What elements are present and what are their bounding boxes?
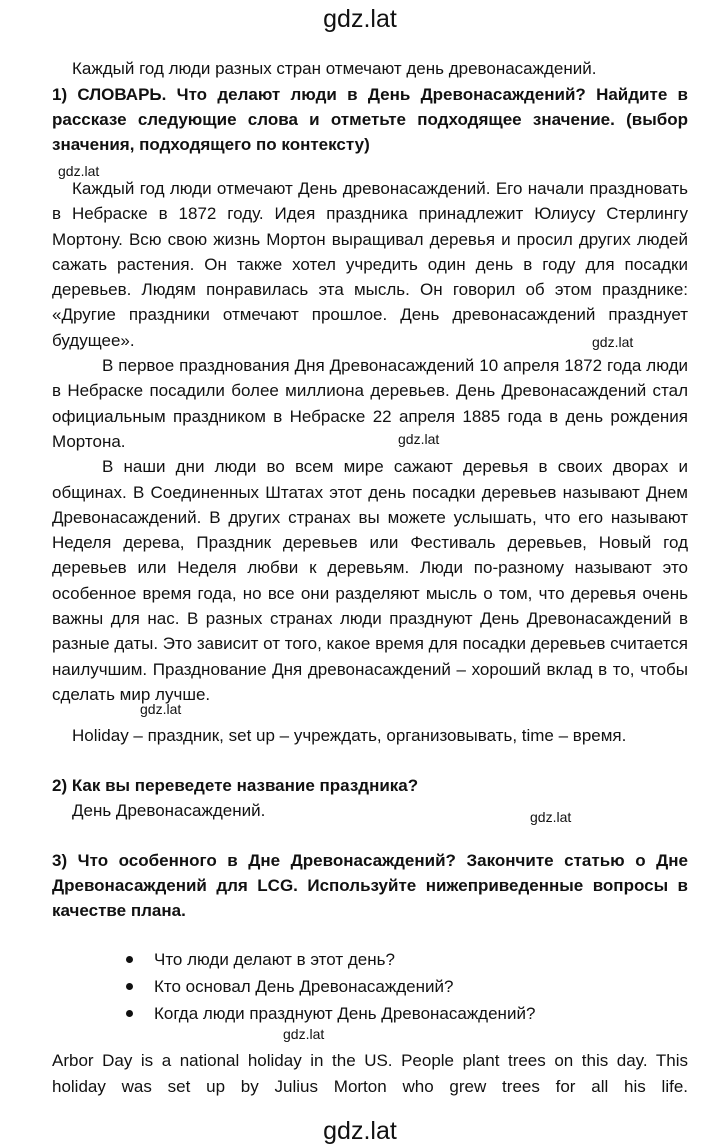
watermark-label: gdz.lat bbox=[530, 809, 572, 825]
site-header-watermark: gdz.lat bbox=[323, 5, 397, 33]
plan-question: Кто основал День Древонасаждений? bbox=[120, 973, 535, 1000]
vocabulary-line: Holiday – праздник, set up – учреждать, организовывать, time – время. bbox=[72, 726, 627, 745]
watermark-label: gdz.lat bbox=[592, 334, 634, 350]
english-answer: Arbor Day is a national holiday in the US. People plant trees on this day. This holiday was set up by Julius Morton who grew trees for all his life. bbox=[52, 1051, 688, 1096]
task2-answer: День Древонасаждений. bbox=[72, 801, 266, 820]
watermark-label: gdz.lat bbox=[140, 701, 182, 717]
plan-questions-list bbox=[120, 946, 535, 1027]
watermark-label: gdz.lat bbox=[398, 431, 440, 447]
story-paragraph-3: В наши дни люди во всем мире сажают деревья в своих дворах и общинах. В Соединенных Штатах этот день посадки деревьев называют Днем Древонасаждений. В других странах вы можете услышать, что его называют Неделя дерева, Праздник деревьев или Фестиваль деревьев, Новый год деревьев или Неделя любви к деревьям. Люди по-разному называют это особенное время года, но все они разделяют мысль о том, что деревья очень важны для нас. В разных странах люди празднуют День Древонасаждений в разные даты. Это зависит от того, какое время для посадки деревьев считается наилучшим. Празднование Дня древонасаждений – хороший вклад в то, чтобы сделать мир лучше. bbox=[52, 457, 688, 704]
story-paragraph-1: Каждый год люди отмечают День древонасаждений. Его начали праздновать в Небраске в 1872 году. Идея праздника принадлежит Юлиусу Стерлингу Мортону. Всю свою жизнь Мортон выращивал деревья и просил других людей сажать растения. Он также хотел учредить один день в году для посадки деревьев. Людям понравилась эта мысль. Он говорил об этом празднике: «Другие праздники отмечают прошлое. День древонасаждений празднует будущее». bbox=[52, 179, 688, 350]
task2-heading: 2) Как вы переведете название праздника? bbox=[52, 776, 419, 795]
plan-question: Что люди делают в этот день? bbox=[120, 946, 535, 973]
story-paragraph-2: В первое празднования Дня Древонасаждений 10 апреля 1872 года люди в Небраске посадили более миллиона деревьев. День Древонасаждений стал официальным праздником в Небраске 22 апреля 1885 года в день рождения Мортона. bbox=[52, 356, 688, 451]
intro-text: Каждый год люди разных стран отмечают день древонасаждений. bbox=[72, 59, 597, 78]
task3-heading: 3) Что особенного в Дне Древонасаждений? Закончите статью о Дне Древонасаждений для LCG. Используйте нижеприведенные вопросы в качестве плана. bbox=[52, 851, 688, 920]
plan-question: Когда люди празднуют День Древонасаждений? bbox=[120, 1000, 535, 1027]
watermark-label: gdz.lat bbox=[58, 163, 100, 179]
watermark-label: gdz.lat bbox=[283, 1026, 325, 1042]
task1-heading: 1) СЛОВАРЬ. Что делают люди в День Древонасаждений? Найдите в рассказе следующие слова и отметьте подходящее значение. (выбор значения, подходящего по контексту) bbox=[52, 85, 688, 154]
site-footer-watermark: gdz.lat bbox=[323, 1117, 397, 1145]
story-text bbox=[52, 176, 688, 707]
